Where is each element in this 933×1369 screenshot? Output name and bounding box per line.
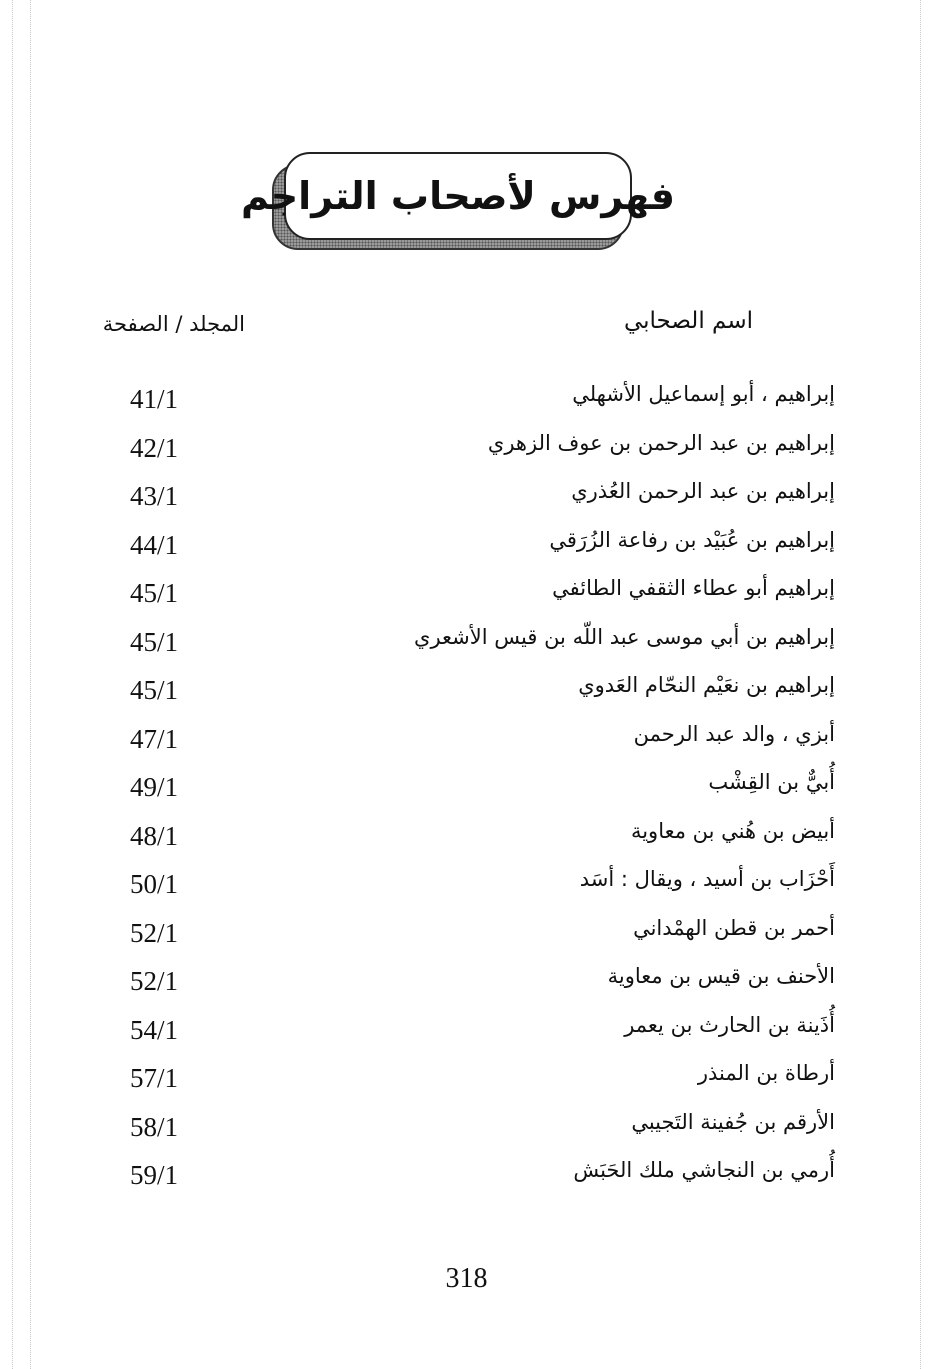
- entry-page: 41/1: [130, 384, 179, 414]
- index-entry: [0, 623, 933, 672]
- index-entry: [0, 380, 933, 429]
- entry-name: الأحنف بن قيس بن معاوية: [607, 964, 835, 988]
- entry-name: أبيض بن هُني بن معاوية: [630, 818, 835, 843]
- entry-page: 45/1: [130, 578, 179, 608]
- page-title: فهرس لأصحاب التراجم: [241, 174, 676, 218]
- index-entry: [0, 1108, 933, 1157]
- entry-page: 45/1: [130, 675, 179, 705]
- index-list: [0, 380, 933, 1205]
- index-entry: [0, 1156, 933, 1205]
- title-box: [241, 152, 676, 240]
- entry-page: 48/1: [130, 820, 179, 851]
- column-header-name: اسم الصحابي: [623, 308, 753, 334]
- entry-name: إبراهيم بن أبي موسى عبد اللّه بن قيس الأشعري: [414, 624, 835, 649]
- index-entry: [0, 1059, 933, 1108]
- entry-name: أُرمي بن النجاشي ملك الحَبَش: [573, 1158, 835, 1182]
- entry-page: 52/1: [130, 917, 179, 948]
- entry-name: أرطاة بن المنذر: [697, 1061, 835, 1085]
- title-frame: [241, 152, 676, 252]
- index-entry: [0, 429, 933, 478]
- entry-name: أُبيٌّ بن القِشْب: [708, 770, 835, 794]
- index-entry: [0, 914, 933, 963]
- entry-page: 52/1: [130, 966, 179, 996]
- entry-name: إبراهيم ، أبو إسماعيل الأشهلي: [572, 382, 835, 406]
- entry-name: أبزي ، والد عبد الرحمن: [633, 721, 835, 746]
- entry-page: 59/1: [130, 1160, 179, 1190]
- index-entry: [0, 865, 933, 914]
- index-entry: [0, 671, 933, 720]
- entry-name: الأرقم بن جُفينة التَجيبي: [631, 1109, 835, 1134]
- index-entry: [0, 817, 933, 866]
- entry-page: 42/1: [130, 432, 179, 463]
- index-entry: [0, 477, 933, 526]
- entry-name: إبراهيم بن عُبَيْد بن رفاعة الزُرَقي: [549, 527, 835, 552]
- entry-page: 58/1: [130, 1111, 179, 1142]
- entry-name: إبراهيم بن نعَيْم النحّام العَدوي: [578, 673, 835, 697]
- entry-page: 45/1: [130, 626, 179, 657]
- index-entry: [0, 962, 933, 1011]
- entry-name: إبراهيم أبو عطاء الثقفي الطائفي: [552, 576, 835, 600]
- entry-page: 57/1: [130, 1063, 179, 1093]
- index-entry: [0, 574, 933, 623]
- entry-name: إبراهيم بن عبد الرحمن بن عوف الزهري: [487, 430, 835, 455]
- entry-page: 50/1: [130, 869, 179, 899]
- entry-name: أحمر بن قطن الهمْداني: [633, 915, 835, 940]
- index-entry: [0, 526, 933, 575]
- entry-page: 47/1: [130, 723, 179, 754]
- entry-page: 43/1: [130, 481, 179, 511]
- index-entry: [0, 720, 933, 769]
- entry-page: 54/1: [130, 1014, 179, 1045]
- page-number: 318: [445, 1263, 488, 1294]
- entry-name: أُذَينة بن الحارث بن يعمر: [624, 1012, 835, 1037]
- entry-name: إبراهيم بن عبد الرحمن العُذري: [571, 479, 835, 503]
- entry-page: 49/1: [130, 772, 179, 802]
- column-header-volume-page: المجلد / الصفحة: [102, 312, 245, 336]
- index-entry: [0, 1011, 933, 1060]
- index-entry: [0, 768, 933, 817]
- entry-name: أَحْزَاب بن أسيد ، ويقال : أسَد: [579, 867, 835, 891]
- entry-page: 44/1: [130, 529, 179, 560]
